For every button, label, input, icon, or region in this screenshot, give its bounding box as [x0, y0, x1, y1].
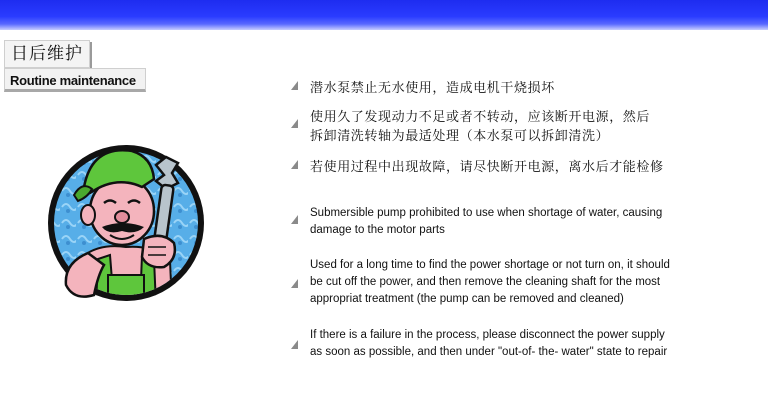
cn-item-2-line-2: 拆卸清洗转轴为最适处理（本水泵可以拆卸清洗） — [310, 129, 610, 144]
plumber-with-wrench-icon — [44, 135, 209, 305]
en-item-1-line-2: damage to the motor parts — [310, 224, 445, 236]
top-banner-bar — [0, 0, 768, 30]
en-item-2-line-1: Used for a long time to find the power shortage or not turn on, it should — [310, 259, 670, 271]
bullet-triangle-icon — [291, 279, 298, 288]
en-item-1-line-1: Submersible pump prohibited to use when shortage of water, causing — [310, 207, 663, 219]
bullet-triangle-icon — [291, 81, 298, 90]
en-item-2-line-2: be cut off the power, and then remove the cleaning shaft for the most — [310, 276, 661, 288]
section-title-en: Routine maintenance — [4, 68, 146, 92]
cn-item-1-line-1: 潜水泵禁止无水使用，造成电机干烧损坏 — [310, 81, 555, 96]
bullet-triangle-icon — [291, 340, 298, 349]
en-item-2-line-3: appropriat treatment (the pump can be removed and cleaned) — [310, 293, 624, 305]
bullet-triangle-icon — [291, 119, 298, 128]
en-item-3-line-1: If there is a failure in the process, please disconnect the power supply — [310, 329, 665, 341]
bullet-triangle-icon — [291, 160, 298, 169]
section-title-cn: 日后维护 — [4, 40, 90, 68]
bullet-triangle-icon — [291, 215, 298, 224]
cn-item-3-line-1: 若使用过程中出现故障，请尽快断开电源，离水后才能检修 — [310, 160, 664, 175]
en-item-3-line-2: as soon as possible, and then under "out-of- the- water" state to repair — [310, 346, 668, 358]
cn-item-2-line-1: 使用久了发现动力不足或者不转动，应该断开电源，然后 — [310, 110, 651, 125]
